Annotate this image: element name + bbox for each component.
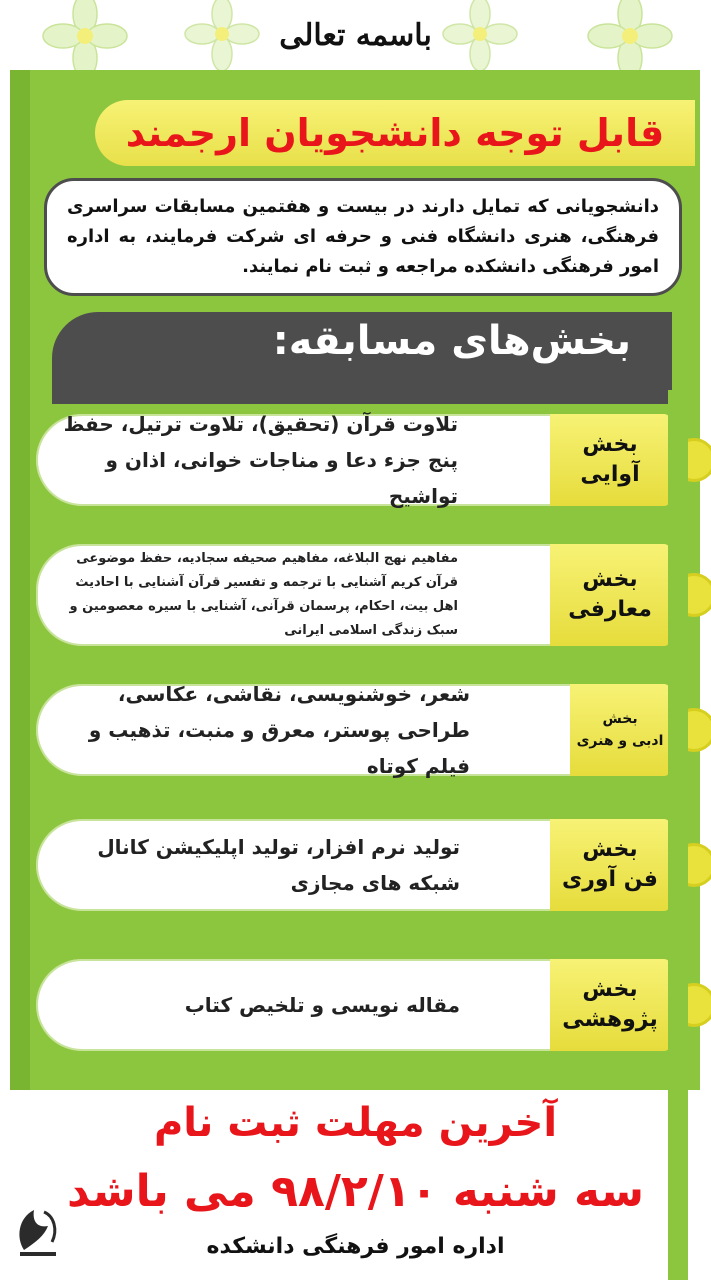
category-label-line1: بخش (582, 567, 638, 592)
intro-text: دانشجویانی که تمایل دارند در بیست و هفتمین مسابقات سراسری فرهنگی، هنری دانشگاه فنی و حرفه ای شرکت فرمایند، به اداره امور فرهنگی دانشکده مراجعه و ثبت نام نمایند. (67, 196, 659, 277)
logo-icon (14, 1202, 62, 1260)
category-label (550, 414, 670, 506)
section-rail (668, 390, 688, 1280)
category-label-line2: آوایی (580, 462, 640, 487)
category-label-line2: معارفی (568, 597, 652, 622)
category-desc: شعر، خوشنویسی، نقاشی، عکاسی، طراحی پوستر، معرق و منبت، تذهیب و فیلم کوتاه (88, 682, 470, 778)
category-box (32, 955, 592, 1055)
category-label-line2: ادبی و هنری (576, 733, 664, 749)
category-label-line1: بخش (582, 432, 638, 457)
category-label (550, 819, 670, 911)
category-box (32, 680, 592, 780)
basmeh-text: باسمه تعالی (279, 18, 432, 53)
category-desc: مفاهیم نهج البلاغه، مفاهیم صحیفه سجادیه، حفظ موضوعی قرآن کریم آشنایی با ترجمه و تفسیر قرآن آشنایی با احادیث اهل بیت، احکام، پرسمان قرآنی، آشنایی با سیره معصومین و سبک زندگی اسلامی ایرانی (69, 551, 458, 638)
category-label-line1: بخش (582, 977, 638, 1002)
office-name: اداره امور فرهنگی دانشکده (206, 1234, 505, 1259)
category-desc: تولید نرم افزار، تولید اپلیکیشن کانال شبکه های مجازی (97, 835, 460, 895)
category-label (550, 544, 670, 646)
category-row-pazhuheshi (32, 955, 678, 1055)
category-label-line2: فن آوری (562, 867, 658, 892)
category-box (32, 815, 592, 915)
category-box (32, 540, 592, 650)
category-row-avaei (32, 410, 678, 510)
category-desc: مقاله نویسی و تلخیص کتاب (184, 993, 460, 1017)
category-label (550, 959, 670, 1051)
page-title: قابل توجه دانشجویان ارجمند (125, 111, 665, 155)
category-desc: تلاوت قرآن (تحقیق)، تلاوت ترتیل، حفظ پنج جزء دعا و مناجات خوانی، اذان و تواشیح (63, 412, 458, 508)
category-label-line2: پژوهشی (562, 1007, 658, 1032)
category-row-adabi (32, 680, 678, 780)
category-label (570, 684, 670, 776)
category-row-maarefi (32, 540, 678, 650)
intro-box (44, 178, 682, 296)
deadline-line1: آخرین مهلت ثبت نام (153, 1100, 558, 1146)
category-box (32, 410, 592, 510)
green-stripe (10, 70, 30, 1090)
section-title: بخش‌های مسابقه: (272, 318, 631, 364)
category-label-line1: بخش (582, 837, 638, 862)
title-banner (95, 100, 695, 166)
category-label-line1: بخش (602, 711, 638, 727)
category-row-fanavari (32, 815, 678, 915)
deadline-line2: سه شنبه ۹۸/۲/۱۰ می باشد (66, 1166, 644, 1217)
